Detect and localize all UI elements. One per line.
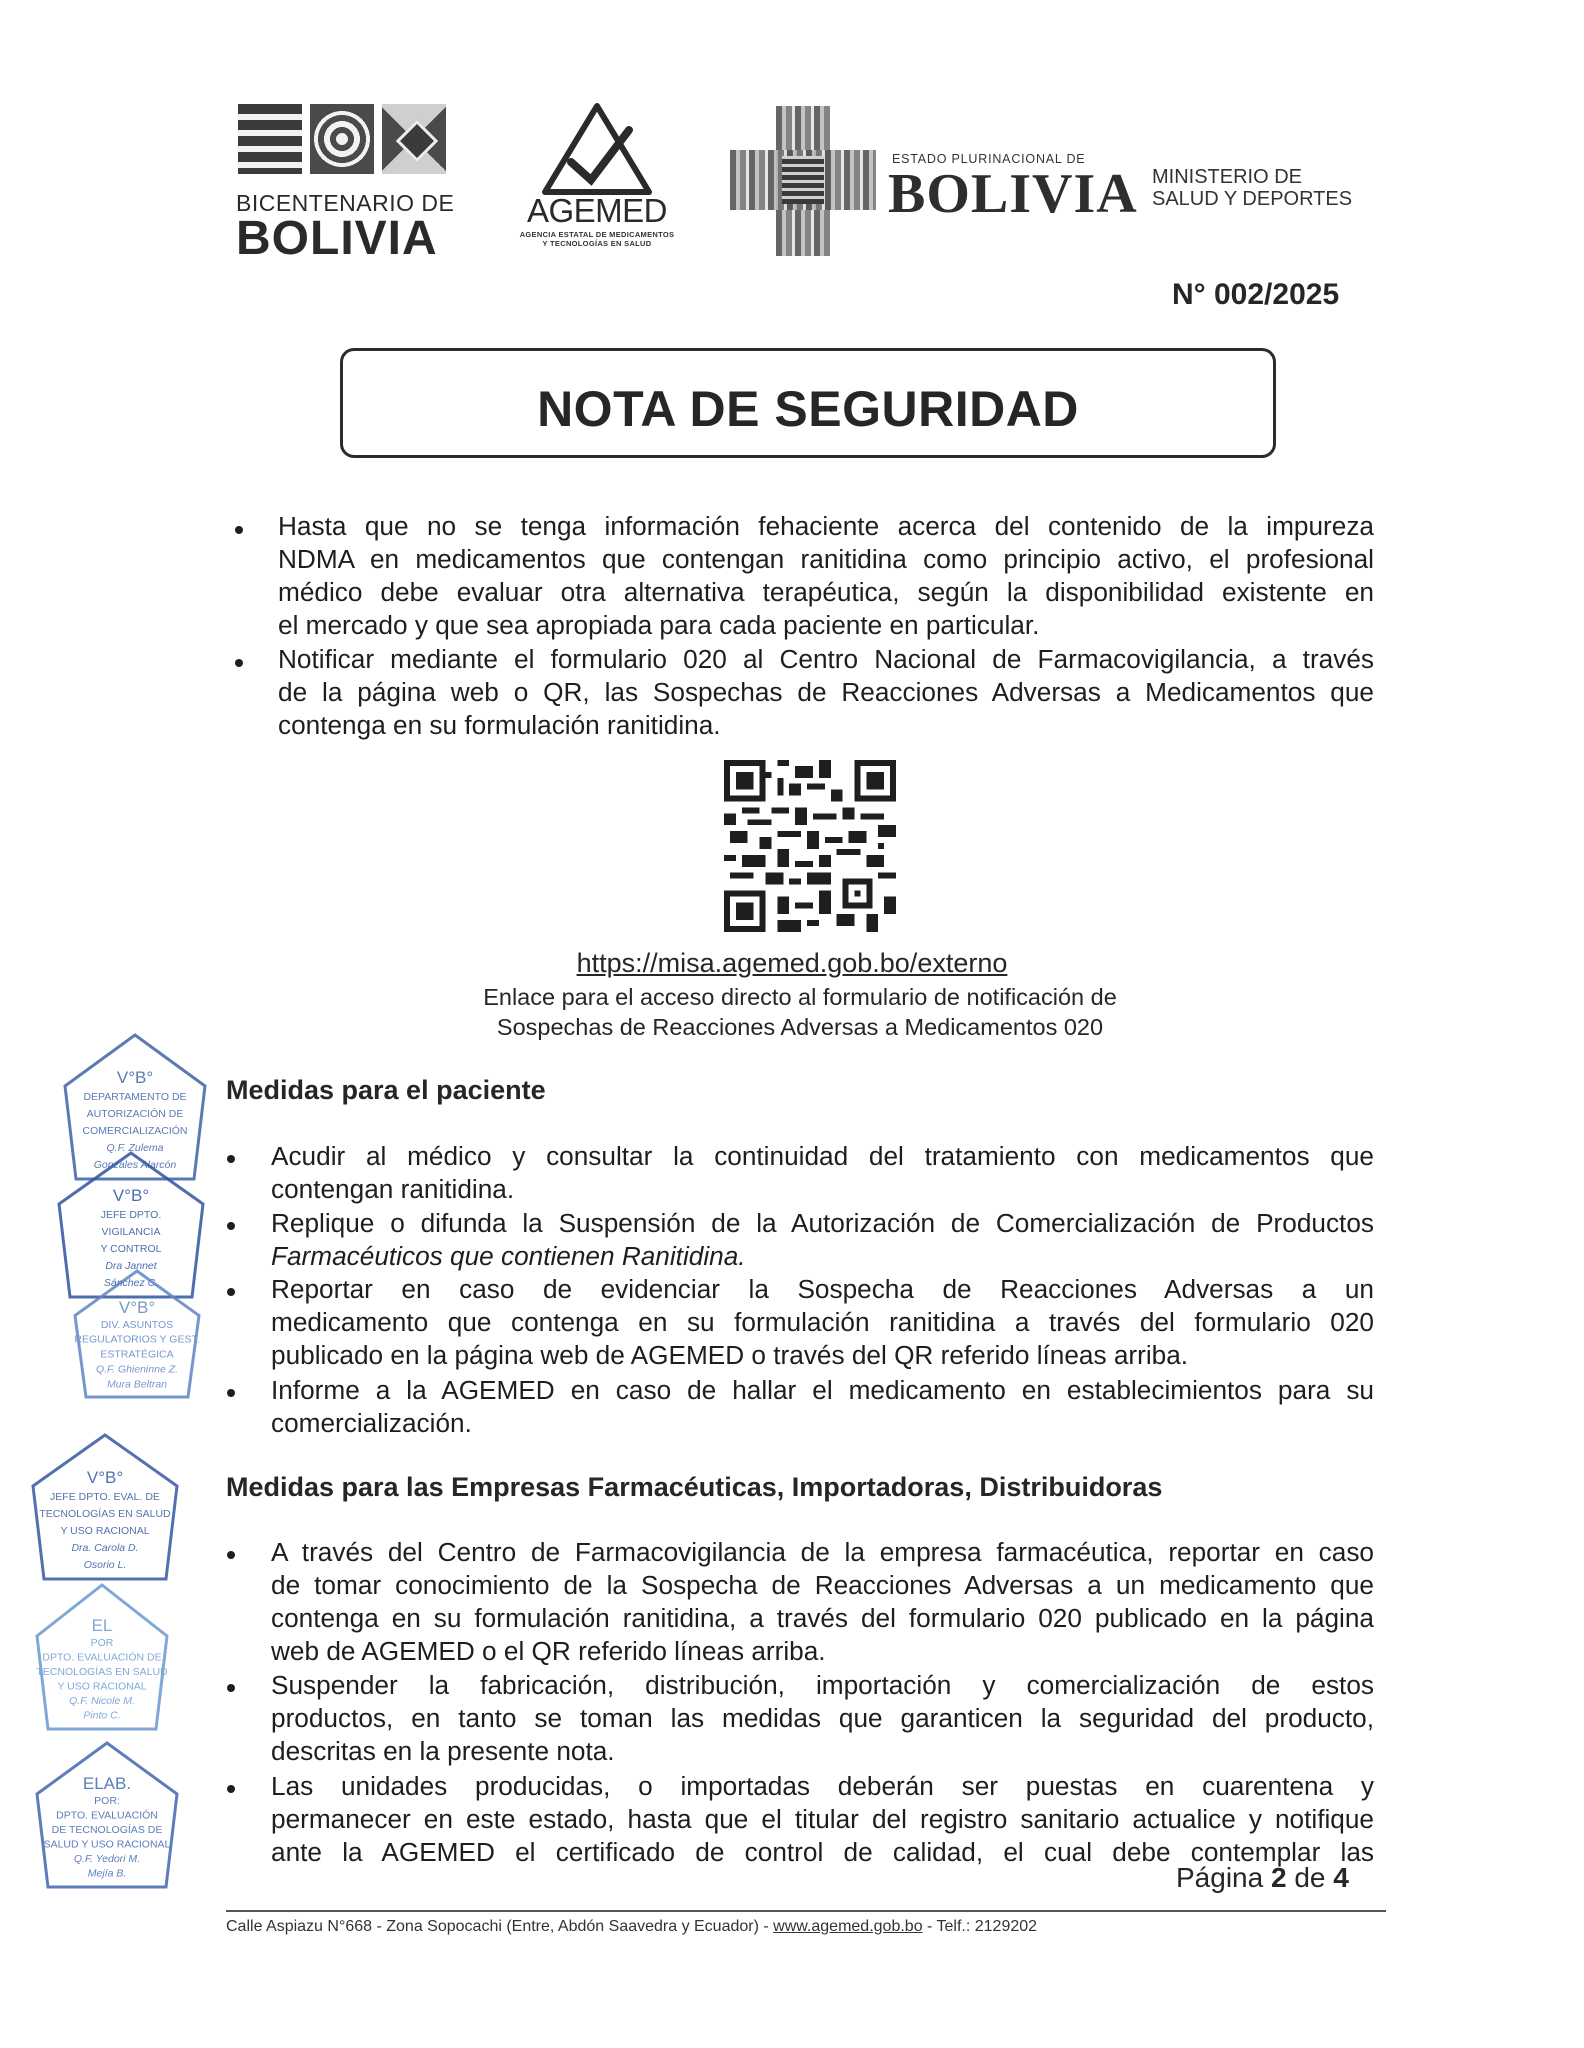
approval-stamp [72, 1268, 202, 1400]
bicentenario-text: BICENTENARIO DE [236, 190, 455, 216]
footer-address [226, 1918, 1386, 1936]
stamp-text: V°B° [86, 1467, 124, 1487]
empresas-bullet-3 [271, 1770, 1374, 1869]
approval-stamp [34, 1740, 180, 1890]
stamp-text: Sánchez C. [103, 1276, 159, 1289]
text-line: comercialización. [271, 1408, 472, 1438]
text-line: contengan ranitidina. [271, 1174, 515, 1204]
stamp-text: TECNOLOGÍAS EN SALUD [36, 1665, 168, 1678]
page-current: 2 [1270, 1862, 1287, 1893]
footer-website-link[interactable]: www.agemed.gob.bo [773, 1918, 923, 1935]
stamp-text: TECNOLOGÍAS EN SALUD [39, 1507, 171, 1520]
stamp-text: Q.F. Zulema [106, 1141, 164, 1154]
stamp-text: DPTO. EVALUACIÓN [56, 1809, 158, 1822]
intro-bullet-2 [278, 643, 1374, 742]
footer-address-text: Calle Aspiazu N°668 - Zona Sopocachi (Entre, Abdón Saavedra y Ecuador) - [226, 1918, 774, 1935]
bullet-icon [227, 1389, 235, 1397]
text-line: Notificar mediante el formulario 020 al Centro Nacional de Farmacovigilancia, a través [278, 644, 1374, 674]
stamp-text: JEFE DPTO. [100, 1208, 162, 1221]
text-line: Hasta que no se tenga información fehaciente acerca del contenido de la impureza [278, 511, 1374, 541]
bolivia-wordmark: BOLIVIA [888, 163, 1138, 225]
stamp-text: Osorio L. [83, 1558, 127, 1571]
stamp-text: DIV. ASUNTOS [100, 1318, 174, 1331]
stamp-text: V°B° [112, 1185, 150, 1205]
text-line: contenga en su formulación ranitidina. [278, 710, 721, 740]
ministerio-line-2: SALUD Y DEPORTES [1152, 188, 1353, 210]
text-line: productos, en tanto se toman las medidas que garanticen la seguridad del producto, [271, 1703, 1374, 1733]
bullet-icon [227, 1288, 235, 1296]
stamp-text: Q.F. Ghieninne Z. [95, 1363, 179, 1376]
bullet-icon [235, 659, 243, 667]
stamp-text: Pinto C. [83, 1709, 121, 1722]
intro-bullet-1 [278, 510, 1374, 642]
stamp-text: Y USO RACIONAL [60, 1524, 150, 1537]
text-line: Replique o difunda la Suspensión de la Autorización de Comercialización de Productos [271, 1208, 1374, 1238]
footer-divider [226, 1910, 1386, 1912]
stamp-text: Y CONTROL [100, 1242, 162, 1255]
qr-caption [420, 982, 1180, 1042]
agemed-subtitle-2: Y TECNOLOGÍAS EN SALUD [542, 239, 652, 248]
text-line: Informe a la AGEMED en caso de hallar el medicamento en establecimientos para su [271, 1375, 1374, 1405]
approval-stamp [34, 1582, 170, 1732]
text-line: NDMA en medicamentos que contengan ranitidina como principio activo, el profesional [278, 544, 1374, 574]
bicentenario-bolivia-text: BOLIVIA [236, 212, 438, 265]
text-line: de tomar conocimiento de la Sospecha de Reacciones Adversas a un medicamento que [271, 1570, 1374, 1600]
stamp-text: ELAB. [82, 1774, 132, 1794]
text-line: Reportar en caso de evidenciar la Sospecha de Reacciones Adversas a un [271, 1274, 1374, 1304]
text-line: medicamento que contenga en su formulación ranitidina a través del formulario 020 [271, 1307, 1374, 1337]
stamp-text: Y USO RACIONAL [57, 1680, 147, 1693]
stamp-text: EL [91, 1616, 113, 1636]
stamp-text: SALUD Y USO RACIONAL [43, 1838, 171, 1851]
text-line: contenga en su formulación ranitidina, a través del formulario 020 publicado en la página [271, 1603, 1374, 1633]
text-line: ante la AGEMED el certificado de control de calidad, el cual debe contemplar las [271, 1837, 1374, 1867]
approval-stamp [30, 1432, 180, 1582]
paciente-bullet-2 [271, 1207, 1374, 1273]
stamp-text: POR [90, 1636, 114, 1649]
page-of: de [1294, 1862, 1326, 1893]
paciente-bullet-1 [271, 1140, 1374, 1206]
agemed-triangle-icon [537, 100, 657, 196]
stamp-text: Mejía B. [87, 1867, 127, 1880]
agemed-subtitle-1: AGENCIA ESTATAL DE MEDICAMENTOS [519, 230, 675, 239]
text-line: A través del Centro de Farmacovigilancia de la empresa farmacéutica, reportar en caso [271, 1537, 1374, 1567]
stamp-text: V°B° [116, 1067, 154, 1087]
stamp-text: Gonzales Alarcón [93, 1158, 177, 1171]
text-line: publicado en la página web de AGEMED o través del QR referido líneas arriba. [271, 1340, 1189, 1370]
text-line: permanecer en este estado, hasta que el titular del registro sanitario actualice y notifique [271, 1804, 1374, 1834]
stamp-text: DPTO. EVALUACIÓN DE [42, 1651, 162, 1664]
text-line: descritas en la presente nota. [271, 1736, 615, 1766]
caption-line: Sospechas de Reacciones Adversas a Medicamentos 020 [496, 1014, 1104, 1040]
bicentenario-logo [236, 104, 466, 265]
stamp-text: VIGILANCIA [101, 1225, 161, 1238]
caption-line: Enlace para el acceso directo al formulario de notificación de [483, 984, 1117, 1010]
stamp-text: COMERCIALIZACIÓN [82, 1124, 188, 1137]
bolivia-emblem-icon [730, 106, 876, 256]
bullet-icon [227, 1551, 235, 1559]
ministerio-line-1: MINISTERIO DE [1152, 166, 1303, 188]
stamp-text: DE TECNOLOGÍAS DE [51, 1823, 163, 1836]
stamp-text: Dra Jannet [105, 1259, 157, 1272]
stamp-text: JEFE DPTO. EVAL. DE [50, 1490, 160, 1503]
stamp-text: Q.F. Yedori M. [73, 1853, 141, 1866]
document-number: N° 002/2025 [1172, 278, 1340, 311]
stamp-text: Q.F. Nicole M. [69, 1695, 135, 1708]
stamp-text: V°B° [118, 1297, 156, 1317]
stamp-text: ESTRATÉGICA [100, 1348, 174, 1361]
form-link[interactable]: https://misa.agemed.gob.bo/externo [576, 948, 1008, 978]
text-line: Las unidades producidas, o importadas deberán ser puestas en cuarentena y [271, 1771, 1374, 1801]
page-label: Página [1176, 1862, 1264, 1893]
stamp-text: Dra. Carola D. [71, 1541, 139, 1554]
qr-code-icon [724, 760, 896, 932]
footer-phone: - Telf.: 2129202 [922, 1918, 1038, 1935]
bullet-icon [227, 1785, 235, 1793]
stamp-text: DEPARTAMENTO DE [83, 1090, 187, 1103]
bullet-icon [235, 526, 243, 534]
bicentenario-mark-icon [238, 104, 466, 176]
bullet-icon [227, 1222, 235, 1230]
page-title: NOTA DE SEGURIDAD [537, 381, 1079, 437]
page-number [1176, 1862, 1349, 1894]
estado-plurinacional-text: ESTADO PLURINACIONAL DE [892, 152, 1086, 166]
bullet-icon [227, 1684, 235, 1692]
stamp-text: AUTORIZACIÓN DE [86, 1107, 184, 1120]
ministerio-text [1152, 166, 1352, 210]
section-heading-empresas: Medidas para las Empresas Farmacéuticas, Importadoras, Distribuidoras [226, 1472, 1163, 1502]
page-total: 4 [1333, 1862, 1349, 1893]
section-heading-paciente: Medidas para el paciente [226, 1075, 546, 1105]
stamp-text: POR: [94, 1794, 120, 1807]
text-line: de la página web o QR, las Sospechas de Reacciones Adversas a Medicamentos que [278, 677, 1374, 707]
stamp-text: Mura Beltran [106, 1378, 168, 1391]
text-line: Farmacéuticos que contienen Ranitidina. [271, 1241, 746, 1271]
empresas-bullet-2 [271, 1669, 1374, 1768]
empresas-bullet-1 [271, 1536, 1374, 1668]
text-line: Suspender la fabricación, distribución, importación y comercialización de estos [271, 1670, 1374, 1700]
text-line: Acudir al médico y consultar la continuidad del tratamiento con medicamentos que [271, 1141, 1374, 1171]
agemed-name: AGEMED [526, 192, 668, 229]
text-line: web de AGEMED o el QR referido líneas arriba. [271, 1636, 826, 1666]
paciente-bullet-3 [271, 1273, 1374, 1372]
agemed-logo [512, 100, 682, 260]
text-line: el mercado y que sea apropiada para cada paciente en particular. [278, 610, 1040, 640]
text-line: médico debe evaluar otra alternativa terapéutica, según la disponibilidad existente en [278, 577, 1374, 607]
stamp-text: REGULATORIOS Y GEST. [74, 1333, 200, 1346]
bullet-icon [227, 1155, 235, 1163]
paciente-bullet-4 [271, 1374, 1374, 1440]
